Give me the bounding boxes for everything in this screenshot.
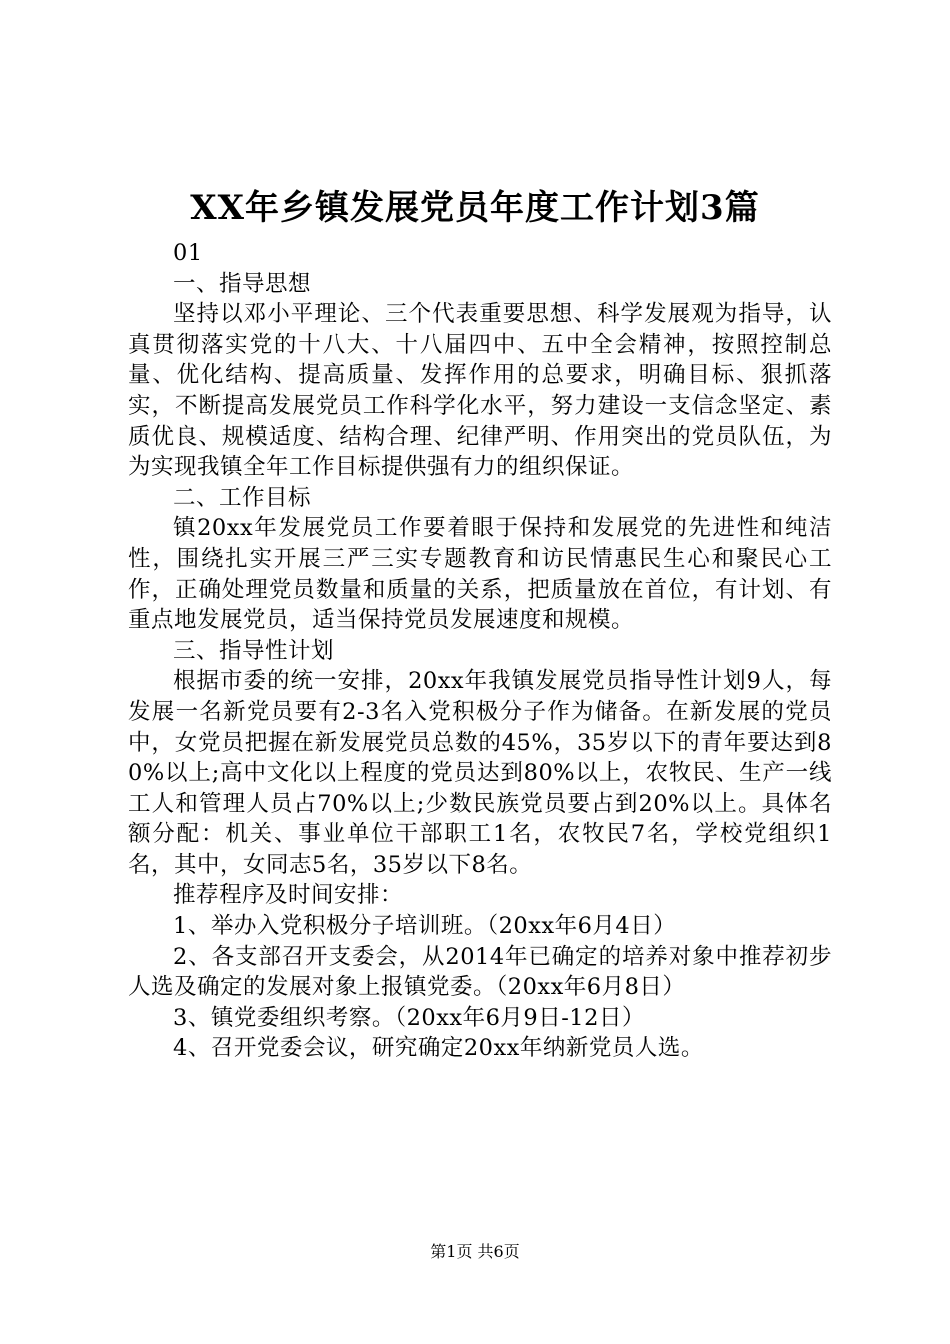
- section-number: 01: [173, 240, 203, 266]
- procedure-step-3: 3、镇党委组织考察。（20xx年6月9日-12日）: [173, 1004, 645, 1031]
- heading-guiding-ideology: 一、指导思想: [173, 270, 312, 297]
- paragraph-work-goals: 镇20xx年发展党员工作要着眼于保持和发展党的先进性和纯洁性，围绕扎实开展三严三实专题教育和访民情惠民生心和聚民心工作，正确处理党员数量和质量的关系，把质量放在首位，有计划、有重点地发展党员，适当保持党员发展速度和规模。: [128, 515, 832, 634]
- procedure-step-1: 1、举办入党积极分子培训班。（20xx年6月4日）: [173, 913, 677, 940]
- page-footer: 第1页 共6页: [430, 1242, 520, 1261]
- heading-procedure: 推荐程序及时间安排：: [173, 882, 404, 909]
- procedure-step-2: 2、各支部召开支委会，从2014年已确定的培养对象中推荐初步人选及确定的发展对象上报镇党委。（20xx年6月8日）: [128, 943, 832, 1001]
- paragraph-guidance-plan: 根据市委的统一安排，20xx年我镇发展党员指导性计划9人，每发展一名新党员要有2-3名入党积极分子作为储备。在新发展的党员中，女党员把握在新发展党员总数的45%，35岁以下的青年要达到80%以上;高中文化以上程度的党员达到80%以上，农牧民、生产一线工人和管理人员占70%以上;少数民族党员要占到20%以上。具体名额分配：机关、事业单位干部职工1名，农牧民7名，学校党组织1名，其中，女同志5名，35岁以下8名。: [128, 668, 832, 878]
- document-title: XX年乡镇发展党员年度工作计划3篇: [190, 188, 760, 228]
- document-body: [128, 238, 832, 1064]
- heading-work-goals: 二、工作目标: [173, 484, 312, 511]
- heading-guidance-plan: 三、指导性计划: [173, 637, 335, 664]
- paragraph-guiding-ideology: 坚持以邓小平理论、三个代表重要思想、科学发展观为指导，认真贯彻落实党的十八大、十八届四中、五中全会精神，按照控制总量、优化结构、提高质量、发挥作用的总要求，明确目标、狠抓落实，不断提高发展党员工作科学化水平，努力建设一支信念坚定、素质优良、规模适度、结构合理、纪律严明、作用突出的党员队伍，为为实现我镇全年工作目标提供强有力的组织保证。: [128, 301, 832, 481]
- procedure-step-4: 4、召开党委会议，研究确定20xx年纳新党员人选。: [173, 1035, 704, 1062]
